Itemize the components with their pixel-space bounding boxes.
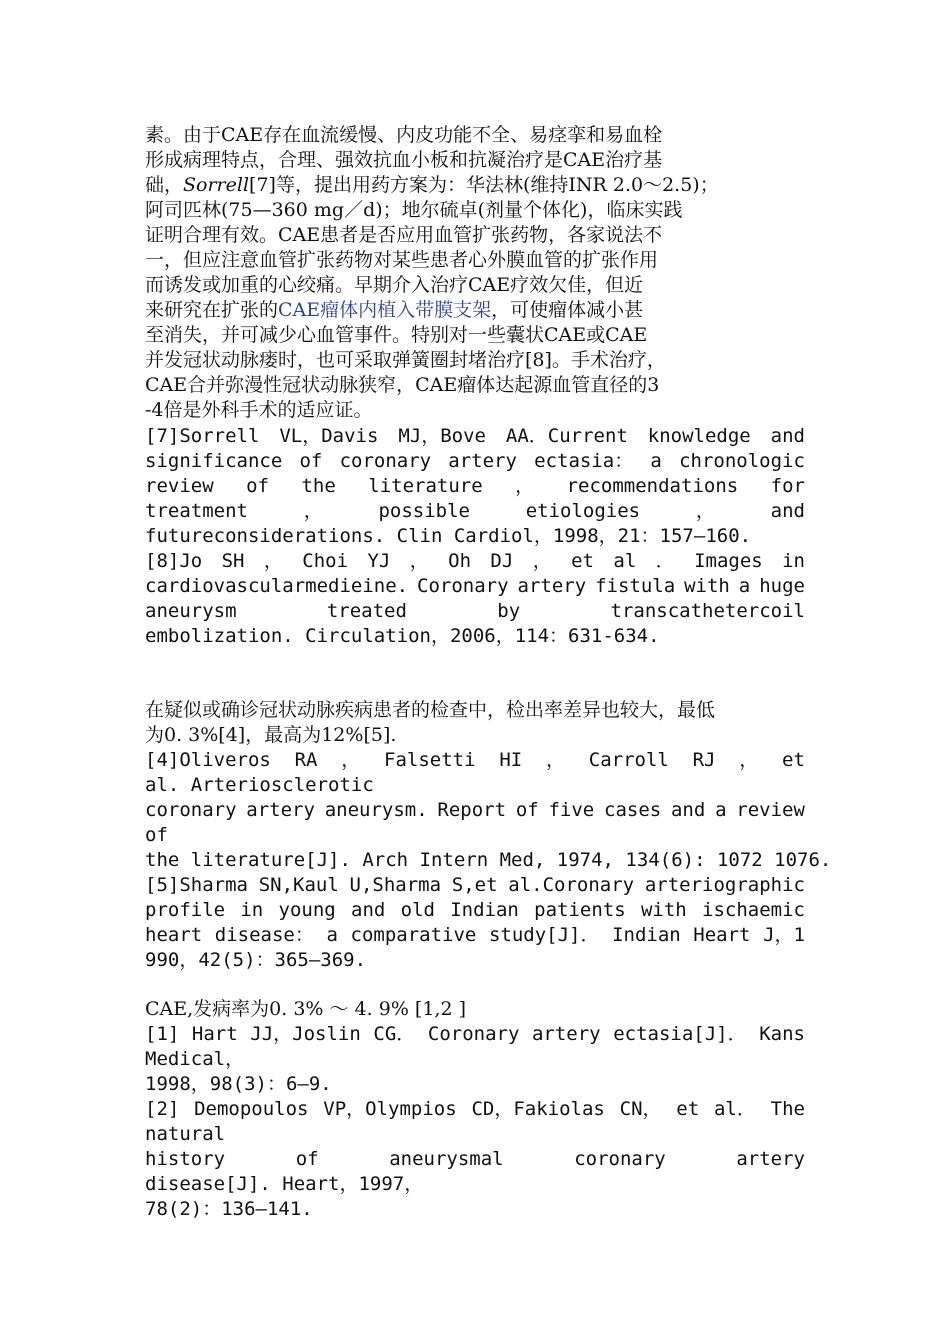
word: comparative [350,924,477,946]
ref4-line: of [145,824,168,846]
word: artery [736,1148,805,1170]
word: treatment [145,500,248,522]
para1-line: 来研究在扩张的CAE瘤体内植入带膜支架，可使瘤体减小甚 [145,299,644,321]
para1-line: 形成病理特点，合理、强效抗血小板和抗凝治疗是CAE治疗基 [145,149,663,171]
word: artery [517,575,587,597]
word: ， [739,749,759,771]
para1-line: 并发冠状动脉瘘时，也可采取弹簧圈封堵治疗[8]。手术治疗， [145,349,666,371]
word: a [715,799,727,821]
word: with [640,899,687,921]
word: Coronary [427,1023,520,1045]
ref4-line: al. Arteriosclerotic [145,774,374,796]
word: and [770,425,805,447]
word: young [278,899,336,921]
word: coronary [145,799,237,821]
author-name: Sorrell [183,174,250,196]
ref4-line [145,748,805,773]
para1-line: 而诱发或加重的心绞痛。早期介入治疗CAE疗效欠佳，但近 [145,274,644,296]
word: SH [221,550,245,572]
word: chronologic [679,450,805,472]
para3-line: CAE,发病率为0. 3% ～ 4. 9% [1,2 ] [145,998,466,1020]
ref5-line [145,873,805,898]
ref7-line [145,424,805,449]
word: ectasia[J]． [613,1023,747,1045]
para2-line: 在疑似或确诊冠状动脉疾病患者的检查中，检出率差异也较大，最低 [145,699,716,721]
word: study[J]． [488,924,600,946]
word: al.Coronary [508,874,635,896]
word: aneurysm. [324,799,428,821]
word: HI [499,749,523,771]
word: disease： [214,924,314,946]
word: artery [246,799,315,821]
word: DJ [490,550,514,572]
word: SN,Kaul [258,874,339,896]
word: and [351,899,386,921]
ref8-line [145,599,805,624]
word: CN， [619,1098,662,1120]
word: ， [341,749,361,771]
word: significance [145,450,283,472]
para1-line: 至消失，并可减少心血管事件。特别对一些囊状CAE或CAE [145,324,648,346]
word: [4]Oliveros [145,749,271,771]
ref2-line: disease[J]. Heart，1997， [145,1173,424,1195]
word: coronary [339,450,432,472]
ref7-line [145,474,805,499]
word: al． [713,1098,756,1120]
word: review [145,475,214,497]
word: possible [378,500,470,522]
word: [2] [145,1098,180,1120]
word: of [299,450,323,472]
word: et [571,550,594,572]
word: old [400,899,435,921]
word: MJ，Bove [398,425,486,447]
word: Indian [450,899,519,921]
word: Oh [448,550,472,572]
word: S,et [451,874,498,896]
word: coronary [574,1148,666,1170]
word: knowledge [647,425,751,447]
word: Kans [759,1023,805,1045]
para1-line: 素。由于CAE存在血流缓慢、内皮功能不全、易痉挛和易血栓 [145,124,663,146]
ref4-line [145,798,805,823]
ref2-line [145,1097,805,1122]
word: Images [694,550,763,572]
word: AA．Current [505,425,628,447]
para1-line: 一，但应注意血管扩张药物对某些患者心外膜血管的扩张作用 [145,249,659,271]
ref5-line [145,898,805,923]
ref4-line: the literature[J]. Arch Intern Med, 1974, 134(6): 1072 1076. [145,849,832,871]
word: CG． [373,1023,416,1045]
word: ， [263,550,283,572]
word: artery [448,450,517,472]
word: RJ [692,749,716,771]
word: profile [145,899,226,921]
word: by [497,600,521,622]
ref7-line [145,449,805,474]
para1-line: -4倍是外科手术的适应证。 [145,399,373,421]
word: history [145,1148,226,1170]
word: Coronary [417,575,509,597]
word: literature [368,475,483,497]
word: Heart [693,924,751,946]
para1-line: 证明合理有效。CAE患者是否应用血管扩张药物，各家说法不 [145,224,663,246]
word: Falsetti [384,749,476,771]
ref8-line: embolization. Circulation，2006，114：631-634. [145,625,660,647]
ref8-line [145,574,805,599]
word: heart [145,924,203,946]
word: recommendations [566,475,739,497]
word: ， [545,749,565,771]
word: J，1 [763,924,805,946]
word: cases [604,799,662,821]
word: of [246,475,269,497]
word: ischaemic [702,899,805,921]
word: a [650,450,662,472]
word: in [782,550,805,572]
word: al [613,550,637,572]
word: YJ [367,550,391,572]
word: The [770,1098,805,1120]
word: patients [534,899,626,921]
para1-line: 础，Sorrell[7]等，提出用药方案为：华法林(维持INR 2.0～2.5)； [145,174,719,196]
ref1-line: Medical， [145,1048,245,1070]
para1-line: CAE合并弥漫性冠状动脉狭窄，CAE瘤体达起源血管直径的3 [145,374,660,396]
word: aneurysmal [389,1148,504,1170]
ref2-line: natural [145,1123,226,1145]
word: VL，Davis [279,425,379,447]
word: ， [515,475,535,497]
word: et [676,1098,700,1120]
word: huge [759,575,805,597]
word: et [782,749,805,771]
word: fistula [595,575,676,597]
word: [7]Sorrell [145,425,260,447]
ref2-line [145,1147,805,1172]
word: a [326,924,338,946]
word: JJ，Joslin [250,1023,361,1045]
word: five [548,799,595,821]
ref5-line: 990，42(5)：365—369. [145,949,367,971]
word: etiologies [525,500,641,522]
word: ectasia： [534,450,634,472]
word: treated [326,600,407,622]
para1-line: 阿司匹林(75—360 mg／d)；地尔硫卓(剂量个体化)，临床实践 [145,199,683,221]
word: and [670,799,706,821]
para2-line: 为0. 3%[4]，最高为12%[5]. [145,724,397,746]
word: Choi [302,550,349,572]
word: VP，Olympios [323,1098,457,1120]
word: ， [303,500,323,522]
word: ， [409,550,429,572]
word: RA [294,749,318,771]
word: U,Sharma [349,874,442,896]
word: in [240,899,264,921]
word: review [736,799,805,821]
word: Report [437,799,507,821]
word: and [770,500,805,522]
word: aneurysm [145,600,237,622]
ref5-line [145,923,805,948]
ref7-line: futureconsiderations. Clin Cardiol，1998，21：157—160. [145,525,752,547]
ref1-line: 1998，98(3)：6—9. [145,1073,332,1095]
ref8-line [145,549,805,574]
word: a [738,575,751,597]
word: with [684,575,730,597]
ref2-line: 78(2)：136—141. [145,1198,313,1220]
word: Indian [612,924,681,946]
word: for [770,475,805,497]
word: Carroll [588,749,669,771]
word: CD，Fakiolas [471,1098,605,1120]
word: Demopoulos [194,1098,309,1120]
word: [1] [145,1023,180,1045]
word: ． [655,550,675,572]
word: artery [531,1023,601,1045]
word: [8]Jo [145,550,203,572]
word: ， [695,500,715,522]
stent-link[interactable]: CAE瘤体内植入带膜支架 [278,299,492,321]
word: arteriographic [644,874,805,896]
word: ， [532,550,552,572]
word: the [301,475,336,497]
ref1-line [145,1022,805,1047]
word: [5]Sharma [145,874,248,896]
word: cardiovascularmedieine. [145,575,409,597]
ref7-line [145,499,805,524]
word: of [515,799,539,821]
word: transcathetercoil [610,600,805,622]
word: of [295,1148,319,1170]
word: Hart [191,1023,238,1045]
